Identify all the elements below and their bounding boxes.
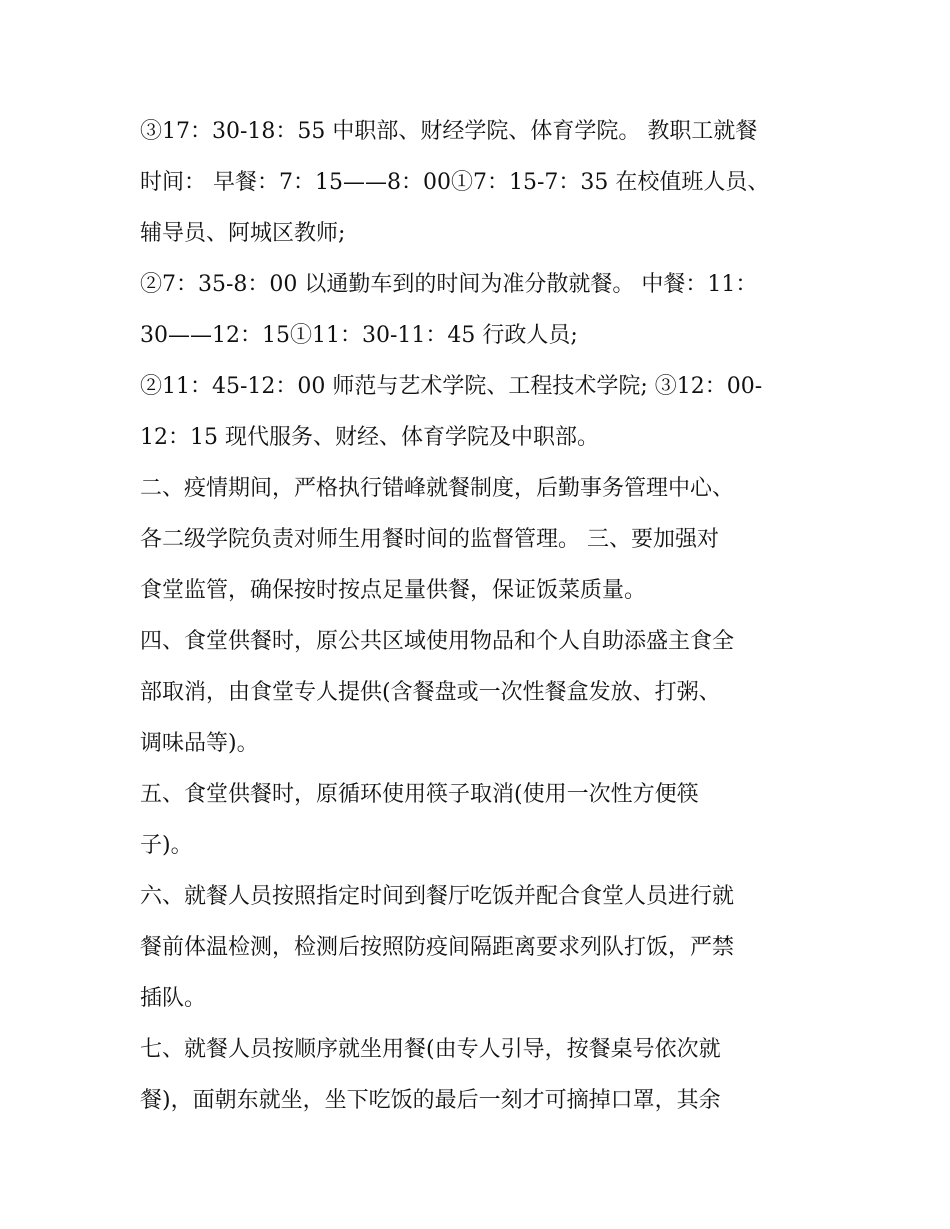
- text-line: 部取消，由食堂专人提供(含餐盘或一次性餐盒发放、打粥、: [140, 680, 721, 705]
- text-line: 餐前体温检测，检测后按照防疫间隔距离要求列队打饭，严禁: [140, 935, 735, 960]
- text-line: 调味品等)。: [140, 731, 259, 756]
- text-line: 餐)，面朝东就坐，坐下吃饭的最后一刻才可摘掉口罩，其余: [140, 1088, 721, 1113]
- text-line: 二、疫情期间，严格执行错峰就餐制度，后勤事务管理中心、: [140, 476, 735, 501]
- text-line: ③17：30-18：55 中职部、财经学院、体育学院。 教职工就餐: [140, 119, 758, 144]
- text-line: 辅导员、阿城区教师;: [140, 221, 346, 246]
- document-body: [140, 106, 820, 1126]
- text-line: 四、食堂供餐时，原公共区域使用物品和个人自助添盛主食全: [140, 629, 735, 654]
- text-line: 食堂监管，确保按时按点足量供餐，保证饭菜质量。: [140, 578, 647, 603]
- text-line: ②11：45-12：00 师范与艺术学院、工程技术学院; ③12：00-: [140, 374, 763, 399]
- text-line: 五、食堂供餐时，原循环使用筷子取消(使用一次性方便筷: [140, 782, 699, 807]
- text-line: 六、就餐人员按照指定时间到餐厅吃饭并配合食堂人员进行就: [140, 884, 735, 909]
- text-line: 子)。: [140, 833, 193, 858]
- text-line: 七、就餐人员按顺序就坐用餐(由专人引导，按餐桌号依次就: [140, 1037, 721, 1062]
- text-line: 各二级学院负责对师生用餐时间的监督管理。 三、要加强对: [140, 527, 719, 552]
- text-line: 插队。: [140, 986, 207, 1011]
- text-line: 30——12：15①11：30-11：45 行政人员;: [140, 323, 578, 348]
- text-line: ②7：35-8：00 以通勤车到的时间为准分散就餐。 中餐：11：: [140, 272, 758, 297]
- text-line: 时间： 早餐：7：15——8：00①7：15-7：35 在校值班人员、: [140, 170, 770, 195]
- text-line: 12：15 现代服务、财经、体育学院及中职部。: [140, 425, 599, 450]
